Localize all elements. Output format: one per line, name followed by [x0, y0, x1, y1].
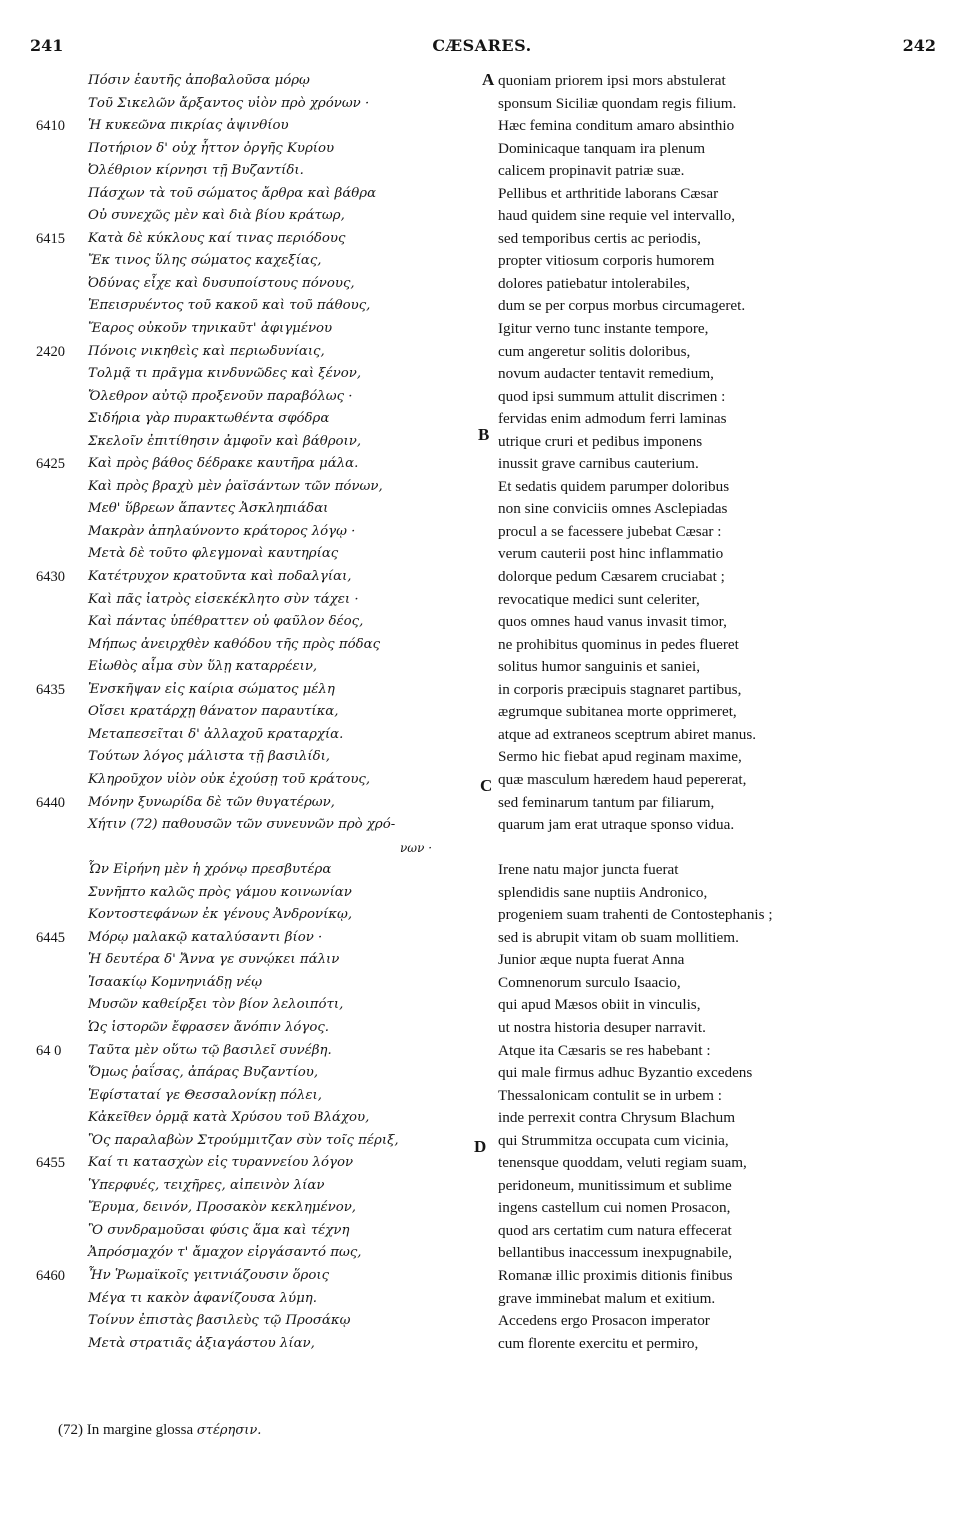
greek-verse-text: Μακρὰν ἀπηλαύνοντο κράτορος λόγῳ ·: [88, 523, 356, 539]
footnote-greek: στέρησιν.: [196, 1423, 262, 1438]
greek-verse-text: Τοίνυν ἐπιστὰς βασιλεὺς τῷ Προσάκῳ: [88, 1313, 351, 1329]
footnote: [58, 1422, 261, 1439]
latin-translation-line: Thessalonicam contulit se in urbem :: [498, 1086, 722, 1104]
greek-verse-line: [88, 521, 480, 544]
greek-verse-text: Τοῦ Σικελῶν ἄρξαντος υἱὸν πρὸ χρόνων ·: [88, 95, 370, 111]
greek-verse-line: [36, 1265, 480, 1288]
latin-translation-line: Accedens ergo Prosacon imperator: [498, 1312, 710, 1330]
verse-number: 6435: [36, 681, 65, 698]
latin-translation-line: fervidas enim admodum ferri laminas: [498, 410, 727, 428]
latin-translation-line: splendidis sane nuptiis Andronico,: [498, 883, 708, 901]
greek-verse-text: Ἐφίσταταί γε Θεσσαλονίκῃ πόλει,: [88, 1087, 322, 1103]
verse-number: 6415: [36, 230, 65, 247]
greek-verse-line: [88, 138, 480, 161]
latin-translation-line: grave imminebat malum et exitium.: [498, 1289, 716, 1307]
greek-verse-text: Ἡ δευτέρα δ' Ἄννα γε συνῴκει πάλιν: [88, 952, 340, 968]
greek-verse-text: Ὅμως ῥαΐσας, ἀπάρας Βυζαντίου,: [88, 1065, 319, 1081]
footnote-text: (72) In margine glossa: [58, 1422, 194, 1438]
verse-number: 6455: [36, 1155, 65, 1172]
greek-verse-line: [88, 295, 480, 318]
greek-verse-text: Κληροῦχον υἱὸν οὐκ ἐχούσῃ τοῦ κράτους,: [88, 771, 371, 787]
greek-verse-line: [88, 904, 480, 927]
latin-translation-line: ut nostra historia desuper narravit.: [498, 1018, 706, 1036]
greek-verse-line: [88, 634, 480, 657]
latin-translation-line: qui apud Mæsos obiit in vinculis,: [498, 996, 701, 1014]
greek-verse-line: [36, 115, 480, 138]
latin-translation-line: revocatique medici sunt celeriter,: [498, 590, 700, 608]
greek-verse-line: [88, 1333, 480, 1356]
latin-translation-line: qui Strummitza occupata cum vicinia,: [498, 1131, 729, 1149]
latin-translation-line: sed is abrupit vitam ob suam mollitiem.: [498, 928, 739, 946]
greek-verse-text: Κατέτρυχον κρατοῦντα καὶ ποδαλγίαι,: [88, 569, 352, 585]
greek-verse-line: [36, 566, 480, 589]
greek-verse-text: Ἐπεισρυέντος τοῦ κακοῦ καὶ τοῦ πάθους,: [88, 298, 371, 314]
latin-translation-line: cum angeretur solitis doloribus,: [498, 342, 691, 360]
greek-verse-line: [88, 724, 480, 747]
greek-verse-line: [88, 476, 480, 499]
greek-verse-text: Πόσιν ἑαυτῆς ἀποβαλοῦσα μόρῳ: [88, 73, 310, 88]
latin-translation-line: progeniem suam trahenti de Contostephanis ;: [498, 906, 773, 924]
verse-number: 6425: [36, 456, 65, 473]
latin-translation-line: quæ masculum hæredem haud pepererat,: [498, 770, 747, 788]
greek-verse-text: Κατὰ δὲ κύκλους καί τινας περιόδους: [88, 230, 346, 246]
greek-verse-line: [88, 1310, 480, 1333]
greek-verse-line: [88, 543, 480, 566]
greek-verse-line: [88, 183, 480, 206]
latin-translation-line: Irene natu major juncta fuerat: [498, 861, 679, 879]
greek-verse-text: Καὶ πρὸς βάθος δέδρακε καυτῆρα μάλα.: [88, 456, 359, 472]
greek-verse-text: Οἴσει κρατάρχῃ θάνατον παραυτίκα,: [88, 704, 339, 720]
latin-translation-line: verum cauterii post hinc inflammatio: [498, 545, 724, 563]
greek-text-column: [36, 70, 480, 1355]
greek-verse-text: Κἀκεῖθεν ὁρμᾷ κατὰ Χρύσου τοῦ Βλάχου,: [88, 1110, 370, 1126]
latin-translation-line: inussit grave carnibus cauterium.: [498, 455, 699, 473]
greek-verse-line: [88, 882, 480, 905]
latin-translation-line: Junior æque nupta fuerat Anna: [498, 951, 685, 969]
latin-translation-line: ægrumque subitanea morte opprimeret,: [498, 703, 737, 721]
latin-translation-line: Pellibus et arthritide laborans Cæsar: [498, 184, 719, 202]
greek-verse-line: [88, 363, 480, 386]
greek-verse-line: [88, 1130, 480, 1153]
greek-verse-text: Χήτιν (72) παθουσῶν τῶν συνευνῶν πρὸ χρό-: [88, 817, 396, 833]
greek-verse-line: [88, 498, 480, 521]
greek-verse-text: Σκελοῖν ἐπιτίθησιν ἀμφοῖν καὶ βάθροιν,: [88, 433, 362, 449]
greek-verse-text: Καί τι κατασχὼν εἰς τυραννείου λόγον: [88, 1155, 354, 1171]
greek-verse-line: [88, 318, 480, 341]
greek-verse-line: [88, 859, 480, 882]
latin-translation-line: Atque ita Cæsaris se res habebant :: [498, 1041, 711, 1059]
latin-translation-line: non sine conviciis omnes Asclepiadas: [498, 500, 728, 518]
page-number-left: 241: [30, 36, 64, 55]
greek-verse-line: [36, 792, 480, 815]
greek-verse-line: [88, 1017, 480, 1040]
greek-verse-text: Τούτων λόγος μάλιστα τῇ βασιλίδι,: [88, 749, 331, 765]
greek-verse-line: [88, 1242, 480, 1265]
greek-verse-text: Μεθ' ὕβρεων ἅπαντες Ἀσκληπιάδαι: [88, 501, 329, 517]
latin-translation-line: quod ars certatim cum natura effecerat: [498, 1221, 732, 1239]
latin-translation-line: procul a se facessere jubebat Cæsar :: [498, 522, 722, 540]
verse-number: 6430: [36, 569, 65, 586]
greek-verse-text: νων ·: [400, 840, 433, 855]
greek-verse-text: Ποτήριον δ' οὐχ ἧττον ὀργῆς Κυρίου: [88, 140, 335, 156]
greek-verse-line: [88, 160, 480, 183]
greek-verse-text: Ὑπερφυές, τειχῆρες, αἰπεινὸν λίαν: [88, 1177, 325, 1193]
latin-translation-line: tenensque quoddam, veluti regiam suam,: [498, 1154, 747, 1172]
greek-verse-line: [88, 431, 480, 454]
greek-verse-line: [88, 1107, 480, 1130]
greek-verse-text: Ὡς ἱστορῶν ἔφρασεν ἄνόπιν λόγος.: [88, 1019, 330, 1035]
latin-translation-line: sed feminarum tantum par filiarum,: [498, 793, 715, 811]
latin-translation-line: dolorque pedum Cæsarem cruciabat ;: [498, 568, 725, 586]
greek-verse-line: [88, 273, 480, 296]
greek-verse-line: [88, 769, 480, 792]
latin-translation-line: [498, 837, 948, 860]
greek-verse-text: Οὐ συνεχῶς μὲν καὶ διὰ βίου κράτωρ,: [88, 208, 345, 224]
greek-verse-text: Ταῦτα μὲν οὕτω τῷ βασιλεῖ συνέβη.: [88, 1042, 332, 1058]
greek-verse-text: Ὃ συνδραμοῦσαι φύσις ἅμα καὶ τέχνη: [88, 1222, 350, 1238]
greek-verse-text: Ὀλέθριον κίρνησι τῇ Βυζαντίδι.: [88, 163, 304, 179]
greek-verse-line: [88, 1220, 480, 1243]
greek-verse-text: Συνῆπτο καλῶς πρὸς γάμου κοινωνίαν: [88, 884, 352, 900]
greek-verse-line: [88, 1175, 480, 1198]
greek-verse-text: Ὧν Εἰρήνη μὲν ἡ χρόνῳ πρεσβυτέρα: [88, 862, 332, 878]
greek-verse-line: [88, 93, 480, 116]
greek-verse-text: Ὄλεθρον αὐτῷ προξενοῦν παραβόλως ·: [88, 388, 353, 404]
latin-translation-line: solitus humor sanguinis et saniei,: [498, 658, 701, 676]
greek-verse-line: [88, 972, 480, 995]
greek-verse-line: [88, 250, 480, 273]
latin-translation-line: bellantibus inaccessum inexpugnabile,: [498, 1244, 733, 1262]
greek-verse-text: Μόρῳ μαλακῷ καταλύσαντι βίον ·: [88, 929, 323, 945]
greek-verse-text: Ἦν Ῥωμαϊκοῖς γειτνιάζουσιν ὅροις: [88, 1267, 330, 1283]
verse-number: 6410: [36, 118, 65, 135]
latin-translation-line: ne prohibitus quominus in pedes flueret: [498, 635, 739, 653]
greek-verse-line: [36, 679, 480, 702]
greek-verse-text: Ὀδύνας εἶχε καὶ δυσυποίστους πόνους,: [88, 275, 355, 291]
greek-verse-text: Ἔαρος οὐκοῦν τηνικαῦτ' ἀφιγμένου: [88, 321, 333, 337]
latin-translation-line: ingens castellum cui nomen Prosacon,: [498, 1199, 731, 1217]
running-title: CÆSARES.: [432, 36, 532, 55]
latin-translation-line: sed temporibus certis ac periodis,: [498, 229, 701, 247]
greek-verse-line: [88, 408, 480, 431]
greek-verse-text: Ἡ κυκεῶνα πικρίας ἀψινθίου: [88, 118, 289, 134]
latin-translation-line: sponsum Siciliæ quondam regis filium.: [498, 94, 737, 112]
latin-translation-line: Hæc femina conditum amaro absinthio: [498, 117, 735, 135]
greek-verse-line: [88, 994, 480, 1017]
latin-translation-line: quarum jam erat utraque sponso vidua.: [498, 816, 735, 834]
verse-number: 64 0: [36, 1042, 62, 1059]
latin-translation-line: Comnenorum surculo Isaacio,: [498, 973, 681, 991]
section-marker-b: B: [478, 425, 490, 444]
greek-verse-text: Ἔκ τινος ὕλης σώματος καχεξίας,: [88, 253, 322, 269]
latin-translation-line: atque ad extraneos sceptrum abiret manus.: [498, 725, 757, 743]
latin-translation-line: quoniam priorem ipsi mors abstulerat: [498, 72, 726, 89]
latin-translation-line: utrique cruri et pedibus imponens: [498, 432, 703, 450]
latin-translation-line: quos omnes haud vanus invasit timor,: [498, 613, 727, 631]
greek-verse-line: [88, 1288, 480, 1311]
greek-verse-text: Μυσῶν καθείρξει τὸν βίον λελοιπότι,: [88, 997, 344, 1013]
greek-verse-text: Μετὰ δὲ τοῦτο φλεγμοναὶ καυτηρίας: [88, 546, 339, 562]
greek-verse-text: Καὶ πάντας ὑπέθραττεν οὐ φαῦλον δέος,: [88, 614, 364, 630]
latin-translation-line: dum se per corpus morbus circumageret.: [498, 297, 746, 315]
greek-verse-text: Σιδήρια γὰρ πυρακτωθέντα σφόδρα: [88, 411, 330, 427]
section-marker-d: D: [474, 1137, 487, 1156]
latin-translation-line: Romanæ illic proximis ditionis finibus: [498, 1266, 733, 1284]
greek-verse-line: [88, 1062, 480, 1085]
verse-number: 2420: [36, 343, 65, 360]
greek-verse-text: Μόνην ξυνωρίδα δὲ τῶν θυγατέρων,: [88, 794, 335, 810]
section-marker-c: C: [480, 776, 493, 795]
greek-verse-line: [36, 228, 480, 251]
greek-verse-line: [36, 927, 480, 950]
latin-translation-line: peridoneum, munitissimum et sublime: [498, 1176, 732, 1194]
latin-translation-line: propter vitiosum corporis humorem: [498, 252, 715, 270]
greek-verse-text: Μετὰ στρατιᾶς ἀξιαγάστου λίαν,: [88, 1335, 315, 1351]
latin-translation-line: qui male firmus adhuc Byzantio excedens: [498, 1064, 753, 1082]
page-number-right: 242: [902, 36, 936, 55]
latin-translation-line: in corporis præcipuis stagnaret partibus,: [498, 680, 742, 698]
greek-verse-line: [88, 589, 480, 612]
verse-number: 6460: [36, 1267, 65, 1284]
latin-translation-line: Et sedatis quidem parumper doloribus: [498, 477, 730, 495]
greek-verse-line: [88, 701, 480, 724]
latin-translation-line: calicem propinavit patriæ suæ.: [498, 162, 685, 180]
greek-verse-text: Μεταπεσεῖται δ' ἀλλαχοῦ κραταρχία.: [88, 726, 344, 742]
greek-verse-line: [88, 1197, 480, 1220]
greek-verse-text: Πόνοις νικηθεὶς καὶ περιωδυνίαις,: [88, 343, 325, 359]
greek-verse-text: Εἰωθὸς αἷμα σὺν ὕλῃ καταρρέειν,: [88, 659, 318, 675]
greek-verse-text: Ἰσαακίῳ Κομνηνιάδῃ νέῳ: [88, 974, 263, 990]
greek-verse-text: Κοντοστεφάνων ἐκ γένους Ἀνδρονίκῳ,: [88, 907, 353, 923]
section-marker-a: A: [482, 70, 495, 89]
greek-verse-text: Μέγα τι κακὸν ἀφανίζουσα λύμη.: [88, 1290, 317, 1306]
latin-translation-line: novum audacter tentavit remedium,: [498, 365, 714, 383]
greek-verse-text: Καὶ πρὸς βραχὺ μὲν ῥαϊσάντων τῶν πόνων,: [88, 478, 383, 494]
greek-verse-line: [88, 949, 480, 972]
greek-verse-text: Καὶ πᾶς ἰατρὸς εἰσεκέκλητο σὺν τάχει ·: [88, 591, 359, 607]
greek-verse-line: [88, 1085, 480, 1108]
greek-verse-line: [36, 453, 480, 476]
latin-translation-line: cum florente exercitu et permiro,: [498, 1334, 699, 1352]
greek-verse-line: [88, 814, 480, 837]
greek-verse-line: [88, 205, 480, 228]
greek-verse-line: [36, 1152, 480, 1175]
latin-translation-line: quod ipsi summum attulit discrimen :: [498, 387, 726, 405]
greek-verse-line: [36, 341, 480, 364]
latin-text-column: [498, 70, 948, 1355]
greek-verse-line: [88, 386, 480, 409]
latin-translation-line: Igitur verno tunc instante tempore,: [498, 320, 709, 338]
greek-verse-line: [88, 656, 480, 679]
latin-translation-line: Sermo hic fiebat apud reginam maxime,: [498, 748, 742, 766]
greek-verse-text: Ἀπρόσμαχόν τ' ἄμαχον εἰργάσαντό πως,: [88, 1245, 362, 1261]
greek-verse-text: Ἔρυμα, δεινόν, Προσακὸν κεκλημένον,: [88, 1200, 357, 1216]
verse-number: 6440: [36, 794, 65, 811]
latin-translation-line: dolores patiebatur intolerabiles,: [498, 274, 690, 292]
greek-verse-text: Τολμᾷ τι πρᾶγμα κινδυνῶδες καὶ ξένον,: [88, 366, 362, 382]
latin-translation-line: inde perrexit contra Chrysum Blachum: [498, 1109, 736, 1127]
greek-verse-line: [88, 611, 480, 634]
greek-verse-text: Ἐνσκῆψαν εἰς καίρια σώματος μέλη: [88, 681, 335, 697]
greek-verse-line: [88, 746, 480, 769]
greek-verse-text: Ὃς παραλαβὼν Στρούμμιτζαν σὺν τοῖς πέριξ,: [88, 1132, 399, 1148]
greek-verse-text: Πάσχων τὰ τοῦ σώματος ἄρθρα καὶ βάθρα: [88, 185, 377, 201]
latin-translation-line: Dominicaque tanquam ira plenum: [498, 139, 706, 157]
verse-number: 6445: [36, 929, 65, 946]
greek-verse-line: [88, 837, 480, 860]
greek-verse-line: [36, 1040, 480, 1063]
greek-verse-line: [88, 70, 480, 93]
latin-translation-line: haud quidem sine requie vel intervallo,: [498, 207, 736, 225]
greek-verse-text: Μήπως ἀνειρχθὲν καθόδου τῆς πρὸς πόδας: [88, 636, 381, 652]
